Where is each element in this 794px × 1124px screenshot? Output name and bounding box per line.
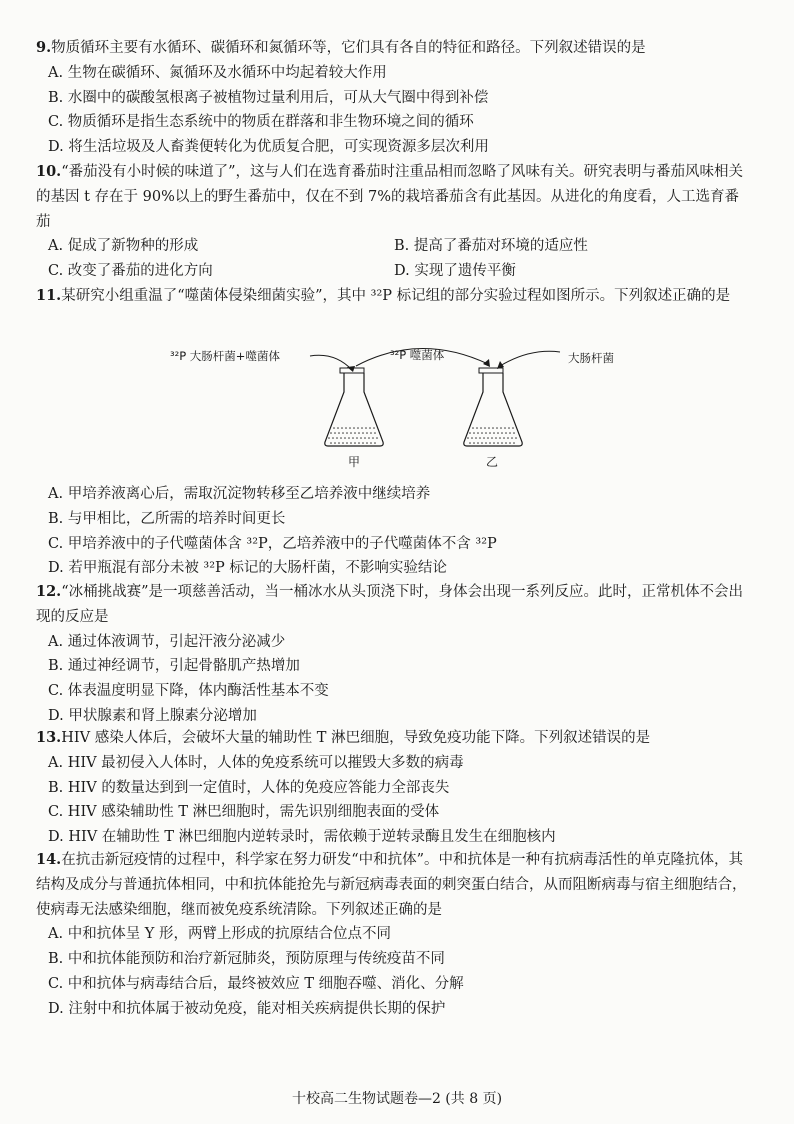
question-13-stem [36,726,748,751]
question-11-number: 11. [36,287,62,304]
question-10-options-row-2 [36,259,748,284]
question-14-text: 在抗击新冠疫情的过程中，科学家在努力研发“中和抗体”。中和抗体是一种有抗病毒活性的单克隆抗体，其结构及成分与普通抗体相同，中和抗体能抢先与新冠病毒表面的刺突蛋白结合，从而阻断病毒与宿主细胞结合，使病毒无法感染细胞，继而被免疫系统清除。下列叙述正确的是 [36,852,747,918]
experiment-diagram [170,340,620,470]
question-11-text: 某研究小组重温了“噬菌体侵染细菌实验”，其中 ³²P 标记组的部分实验过程如图所示。下列叙述正确的是 [61,288,731,304]
question-14-option-d: D. 注射中和抗体属于被动免疫，能对相关疾病提供长期的保护 [48,1000,446,1017]
question-10-option-d: D. 实现了遗传平衡 [394,263,516,280]
question-14-stem [36,848,748,922]
question-9-option-c: C. 物质循环是指生态系统中的物质在群落和非生物环境之间的循环 [48,114,474,131]
figure-label-left-input: ³²P 大肠杆菌+噬菌体 [170,349,280,363]
question-12-stem [36,580,748,630]
question-14-option-c: C. 中和抗体与病毒结合后，最终被效应 T 细胞吞噬、消化、分解 [48,975,464,992]
question-11-option-c: C. 甲培养液中的子代噬菌体含 ³²P，乙培养液中的子代噬菌体不含 ³²P [48,535,497,552]
question-13-number: 13. [36,729,62,746]
question-10-option-a: A. 促成了新物种的形成 [48,238,199,255]
question-10-stem [36,160,748,234]
flask-b [464,368,522,446]
flask-a [325,368,383,446]
question-14-option-a: A. 中和抗体呈 Y 形，两臂上形成的抗原结合位点不同 [48,926,391,943]
question-10-text: “番茄没有小时候的味道了”，这与人们在选育番茄时注重品相而忽略了风味有关。研究表明与番茄风味相关的基因 t 存在于 90%以上的野生番茄中，仅在不到 7%的栽培番茄含有此基因。从进化的角度看，人工选育番茄 [36,164,744,230]
question-13-option-a: A. HIV 最初侵入人体时，人体的免疫系统可以摧毁大多数的病毒 [48,754,464,771]
question-13-option-d: D. HIV 在辅助性 T 淋巴细胞内逆转录时，需依赖于逆转录酶且发生在细胞核内 [48,829,556,846]
question-13-text: HIV 感染人体后，会破坏大量的辅助性 T 淋巴细胞，导致免疫功能下降。下列叙述错误的是 [61,730,651,746]
question-14-number: 14. [36,851,62,868]
question-9-option-a: A. 生物在碳循环、氮循环及水循环中均起着较大作用 [48,64,387,81]
question-10 [36,160,748,284]
flask-a-label: 甲 [348,455,361,469]
flask-b-label: 乙 [486,455,499,469]
arrow-head-middle [483,359,490,367]
question-12-option-a: A. 通过体液调节，引起汗液分泌减少 [48,633,286,650]
question-14-option-b: B. 中和抗体能预防和治疗新冠肺炎，预防原理与传统疫苗不同 [48,951,445,968]
question-9-text: 物质循环主要有水循环、碳循环和氮循环等，它们具有各自的特征和路径。下列叙述错误的是 [51,40,646,56]
question-9-option-b: B. 水圈中的碳酸氢根离子被植物过量利用后，可从大气圈中得到补偿 [48,89,489,106]
experiment-figure [170,340,620,470]
question-13-option-b: B. HIV 的数量达到到一定值时，人体的免疫应答能力全部丧失 [48,779,450,796]
question-14 [36,848,748,1022]
question-12-text: “冰桶挑战赛”是一项慈善活动，当一桶冰水从头顶浇下时，身体会出现一系列反应。此时，正常机体不会出现的反应是 [36,584,744,625]
arrow-head-left [347,366,355,372]
question-11-option-a: A. 甲培养液离心后，需取沉淀物转移至乙培养液中继续培养 [48,486,431,502]
question-9-number: 9. [36,39,52,56]
question-12-option-b: B. 通过神经调节，引起骨骼肌产热增加 [48,658,300,675]
page-footer: 十校高二生物试题卷—2 (共 8 页) [291,1091,503,1107]
question-9-stem [36,36,748,61]
question-11-option-d: D. 若甲瓶混有部分未被 ³²P 标记的大肠杆菌，不影响实验结论 [48,560,447,577]
question-12-option-c: C. 体表温度明显下降，体内酶活性基本不变 [48,683,329,700]
question-12 [36,580,748,729]
question-12-option-d: D. 甲状腺素和肾上腺素分泌增加 [48,707,257,724]
figure-label-right-input: 大肠杆菌 [568,351,614,365]
question-11-stem [36,284,748,309]
figure-label-middle-transfer: ³²P 噬菌体 [390,348,445,362]
question-10-options-row-1 [36,234,748,259]
question-10-option-c: C. 改变了番茄的进化方向 [48,263,213,280]
question-13-option-c: C. HIV 感染辅助性 T 淋巴细胞时，需先识别细胞表面的受体 [48,804,440,821]
question-12-number: 12. [36,583,62,600]
arrow-right-to-flask-b [500,351,560,366]
question-9 [36,36,748,160]
question-11-options [36,482,748,581]
question-10-option-b: B. 提高了番茄对环境的适应性 [394,238,588,255]
question-10-number: 10. [36,163,62,180]
question-11 [36,284,748,309]
question-9-option-d: D. 将生活垃圾及人畜粪便转化为优质复合肥，可实现资源多层次利用 [48,139,489,156]
question-11-option-b: B. 与甲相比，乙所需的培养时间更长 [48,510,286,527]
question-13 [36,726,748,850]
